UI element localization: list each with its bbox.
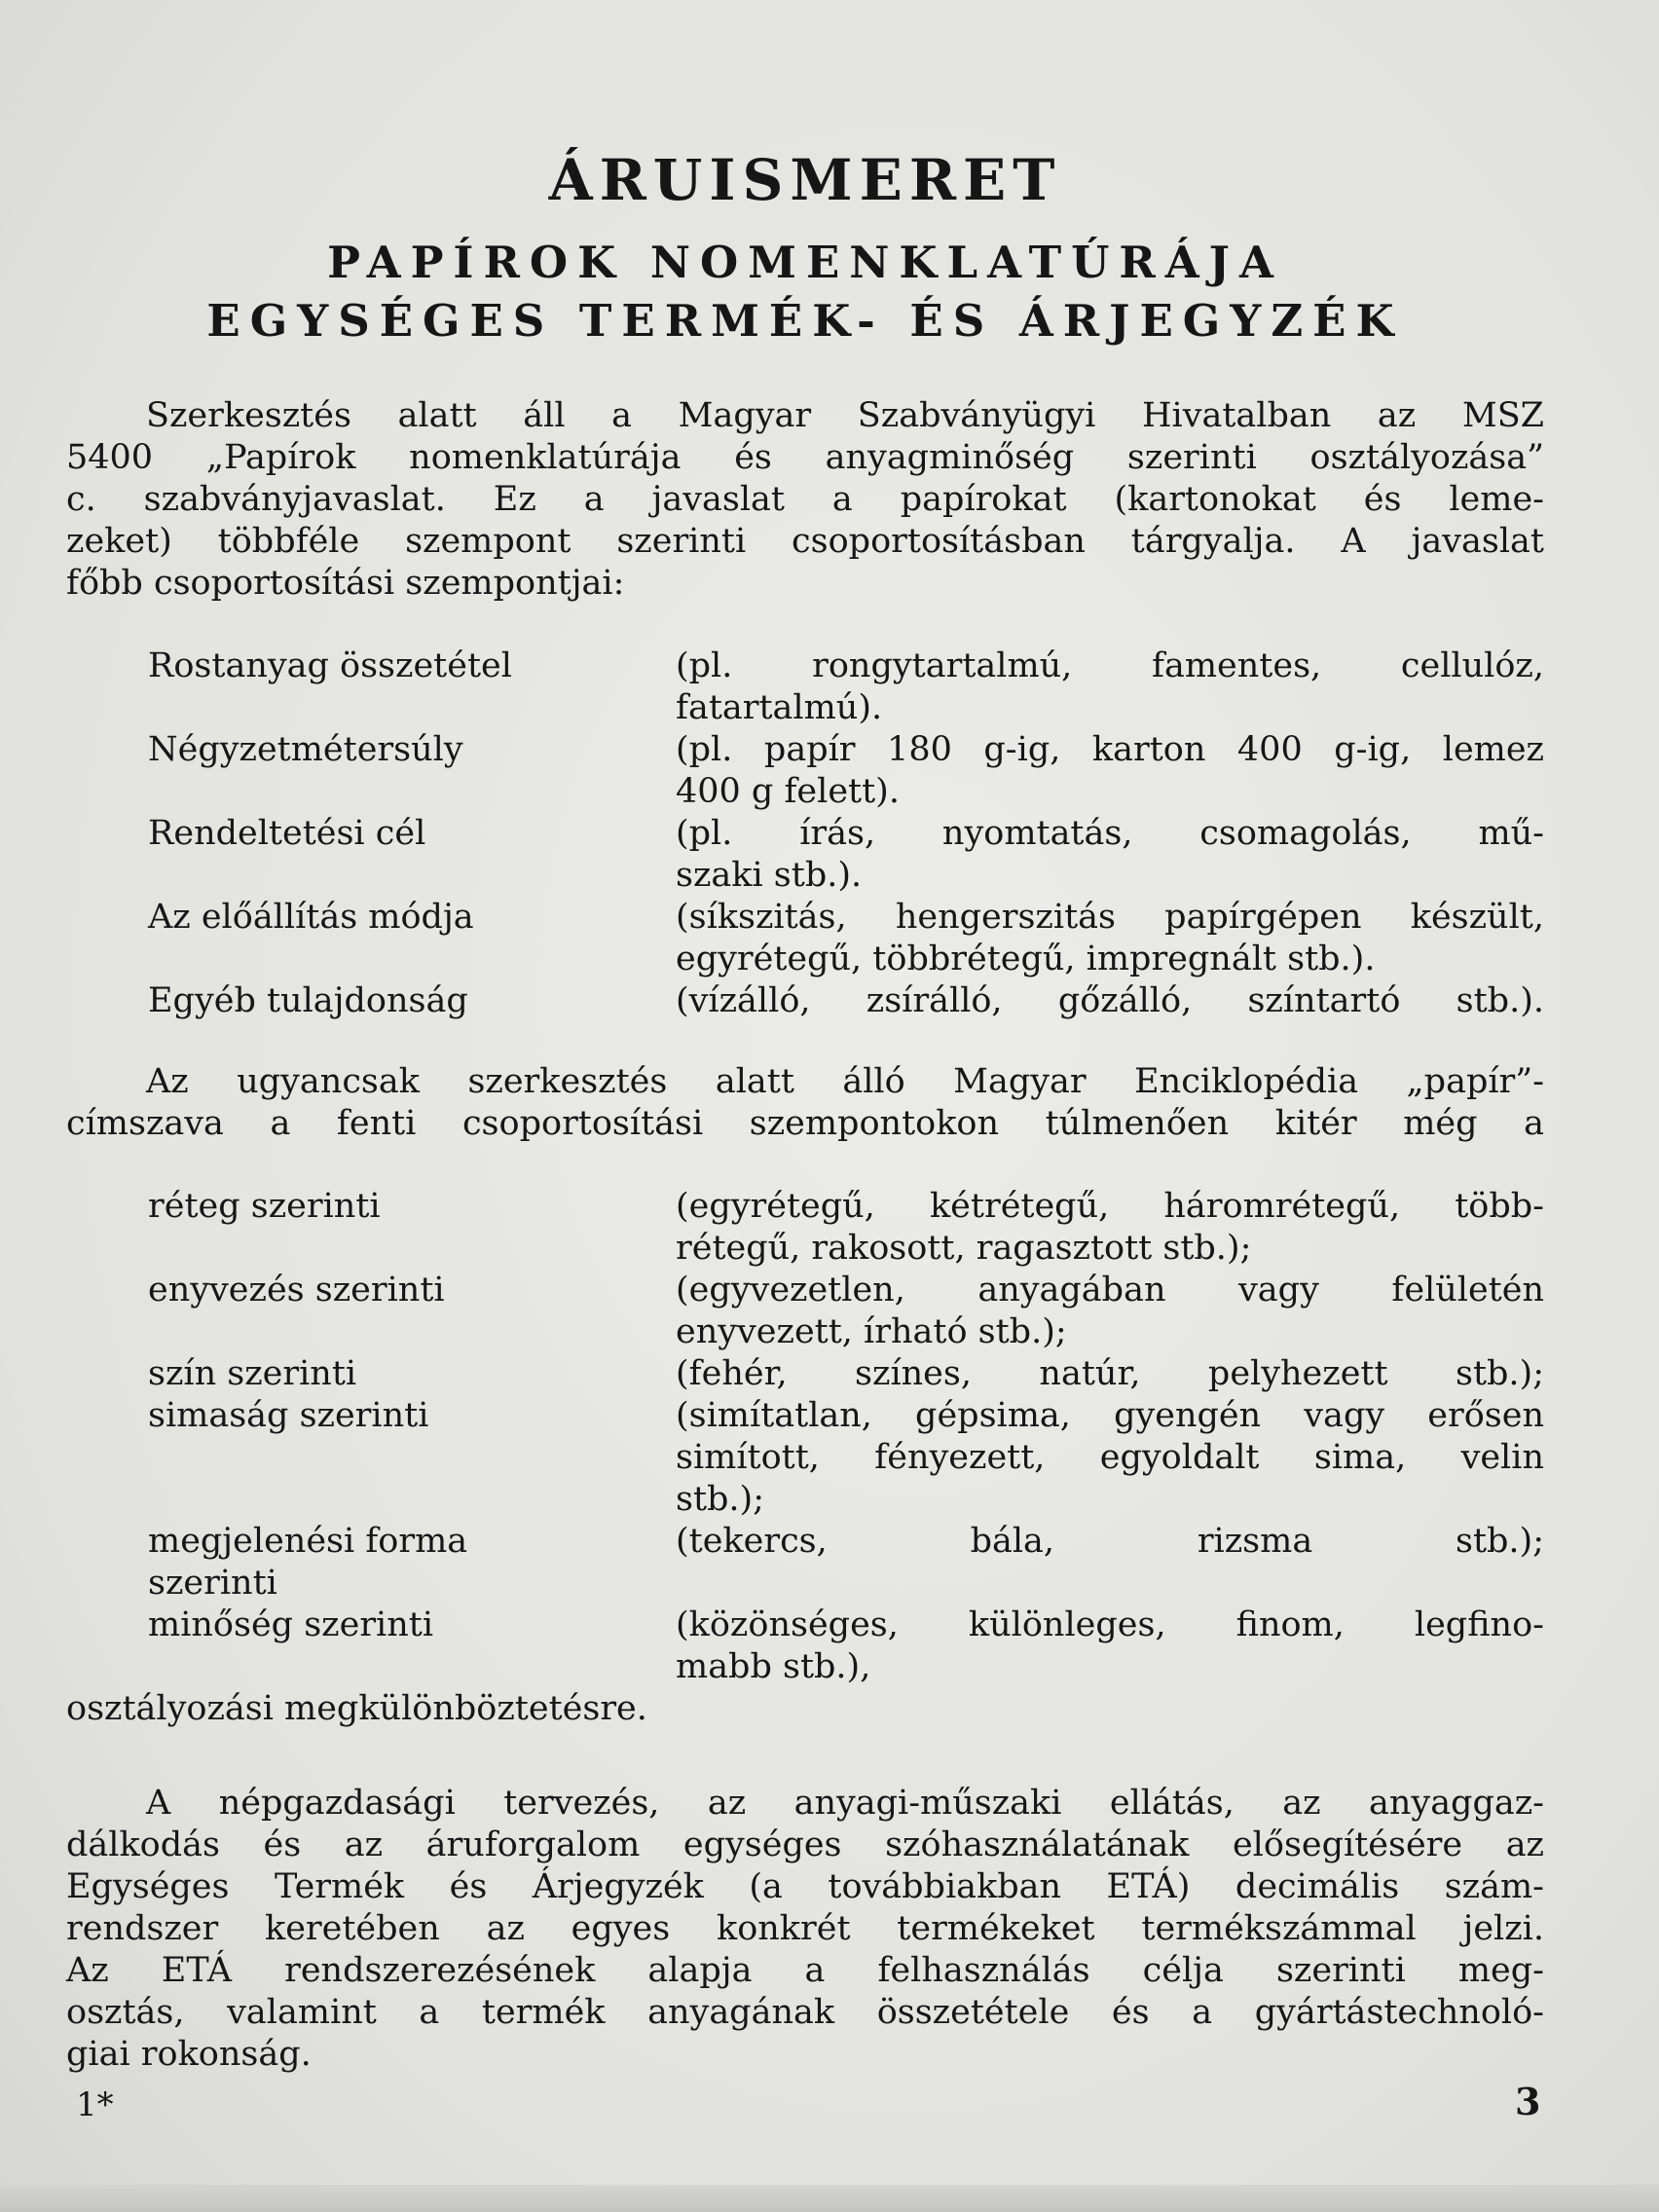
list-term: enyvezés szerinti: [148, 1271, 445, 1309]
desc-line: (síkszitás, hengerszitás papírgépen készült,: [676, 898, 1544, 937]
list-description: [676, 1604, 1544, 1688]
list-item: [66, 1521, 1544, 1604]
desc-line: (vízálló, zsírálló, gőzálló, színtartó stb.).: [676, 981, 1544, 1020]
intro-paragraph: [66, 395, 1544, 605]
list-term: Az előállítás módja: [148, 898, 474, 937]
list-item: [66, 897, 1544, 980]
desc-line: (tekercs, bála, rizsma stb.);: [676, 1522, 1544, 1561]
page-content: [66, 148, 1544, 2076]
text-line: giai rokonság.: [66, 2035, 312, 2074]
subtitle-nomenclature: PAPÍROK NOMENKLATÚRÁJA: [327, 237, 1283, 288]
list-item: [66, 1395, 1544, 1521]
page-bottom-edge: [0, 2185, 1659, 2212]
list-description: [676, 1353, 1544, 1395]
list-description: [676, 897, 1544, 980]
desc-line: szaki stb.).: [676, 856, 863, 895]
list-description: [676, 813, 1544, 897]
subtitle-product-price-list: EGYSÉGES TERMÉK- ÉS ÁRJEGYZÉK: [206, 295, 1404, 347]
desc-line: (egyvezetlen, anyagában vagy felületén: [676, 1271, 1544, 1309]
list-item: [66, 980, 1544, 1022]
desc-line: (egyrétegű, kétrétegű, háromrétegű, több-: [676, 1187, 1544, 1226]
text-line: A népgazdasági tervezés, az anyagi-műszaki ellátás, az anyaggaz-: [146, 1784, 1544, 1823]
list-description: [676, 729, 1544, 813]
text-line: zeket) többféle szempont szerinti csoportosításban tárgyalja. A javaslat: [66, 522, 1544, 561]
encyclopedia-paragraph: [66, 1061, 1544, 1145]
text-line: rendszer keretében az egyes konkrét termékeket termékszámmal jelzi.: [66, 1909, 1544, 1948]
list-description: [676, 1186, 1544, 1270]
desc-line: (fehér, színes, natúr, pelyhezett stb.);: [676, 1354, 1544, 1393]
desc-line: rétegű, rakosott, ragasztott stb.);: [676, 1229, 1252, 1268]
list-item: [66, 1270, 1544, 1353]
list-term: réteg szerinti: [148, 1187, 381, 1226]
text-line: főbb csoportosítási szempontjai:: [66, 564, 625, 603]
signature-mark: 1*: [76, 2085, 114, 2124]
classification-line: [66, 1688, 1544, 1730]
list-description: [676, 645, 1544, 729]
list-term-line: megjelenési forma: [148, 1522, 468, 1561]
desc-line: stb.);: [676, 1480, 765, 1519]
text-line: Az ugyancsak szerkesztés alatt álló Magyar Enciklopédia „papír”-: [146, 1062, 1544, 1101]
desc-line: (simítatlan, gépsima, gyengén vagy erősen: [676, 1396, 1544, 1435]
page-number: 3: [1515, 2080, 1541, 2123]
text-line: dálkodás és az áruforgalom egységes szóhasználatának elősegítésére az: [66, 1825, 1544, 1864]
desc-line: (pl. rongytartalmú, famentes, cellulóz,: [676, 646, 1544, 685]
text-line: címszava a fenti csoportosítási szempontokon túlmenően kitér még a: [66, 1104, 1544, 1143]
desc-line: egyrétegű, többrétegű, impregnált stb.).: [676, 940, 1376, 978]
list-description: [676, 1270, 1544, 1353]
criteria-list: [66, 645, 1544, 1022]
list-term: Rendeltetési cél: [148, 814, 426, 853]
desc-line: fatartalmú).: [676, 688, 883, 727]
list-term: szín szerinti: [148, 1354, 357, 1393]
list-description: [676, 1521, 1544, 1604]
text-line: Egységes Termék és Árjegyzék (a továbbiakban ETÁ) decimális szám-: [66, 1867, 1544, 1906]
text-line: Szerkesztés alatt áll a Magyar Szabványügyi Hivatalban az MSZ: [146, 396, 1544, 435]
list-term-line: szerinti: [148, 1564, 277, 1603]
text-line: c. szabványjavaslat. Ez a javaslat a papírokat (kartonokat és leme-: [66, 480, 1544, 519]
desc-line: simított, fényezett, egyoldalt sima, velin: [676, 1438, 1544, 1477]
desc-line: 400 g felett).: [676, 772, 900, 811]
text-line: osztályozási megkülönböztetésre.: [66, 1689, 647, 1728]
list-item: [66, 813, 1544, 897]
list-term: Négyzetmétersúly: [148, 730, 463, 769]
desc-line: (pl. papír 180 g-ig, karton 400 g-ig, lemez: [676, 730, 1544, 769]
list-item: [66, 729, 1544, 813]
list-item: [66, 1353, 1544, 1395]
list-term: Egyéb tulajdonság: [148, 981, 468, 1020]
list-term: simaság szerinti: [148, 1396, 429, 1435]
page-title: ÁRUISMERET: [548, 147, 1062, 213]
extra-criteria-list: [66, 1186, 1544, 1688]
desc-line: enyvezett, írható stb.);: [676, 1312, 1067, 1351]
list-term: minőség szerinti: [148, 1605, 434, 1644]
list-term: [66, 1521, 676, 1604]
text-line: 5400 „Papírok nomenklatúrája és anyagminőség szerinti osztályozása”: [66, 438, 1544, 477]
desc-line: mabb stb.),: [676, 1647, 871, 1686]
list-term: Rostanyag összetétel: [148, 646, 512, 685]
list-description: [676, 1395, 1544, 1521]
eta-paragraph: [66, 1783, 1544, 2076]
text-line: osztás, valamint a termék anyagának összetétele és a gyártástechnoló-: [66, 1993, 1544, 2032]
text-line: Az ETÁ rendszerezésének alapja a felhasználás célja szerinti meg-: [66, 1951, 1544, 1990]
list-item: [66, 1604, 1544, 1688]
desc-line: (közönséges, különleges, finom, legfino-: [676, 1605, 1544, 1644]
desc-line: (pl. írás, nyomtatás, csomagolás, mű-: [676, 814, 1544, 853]
list-item: [66, 1186, 1544, 1270]
list-item: [66, 645, 1544, 729]
list-description: [676, 980, 1544, 1022]
